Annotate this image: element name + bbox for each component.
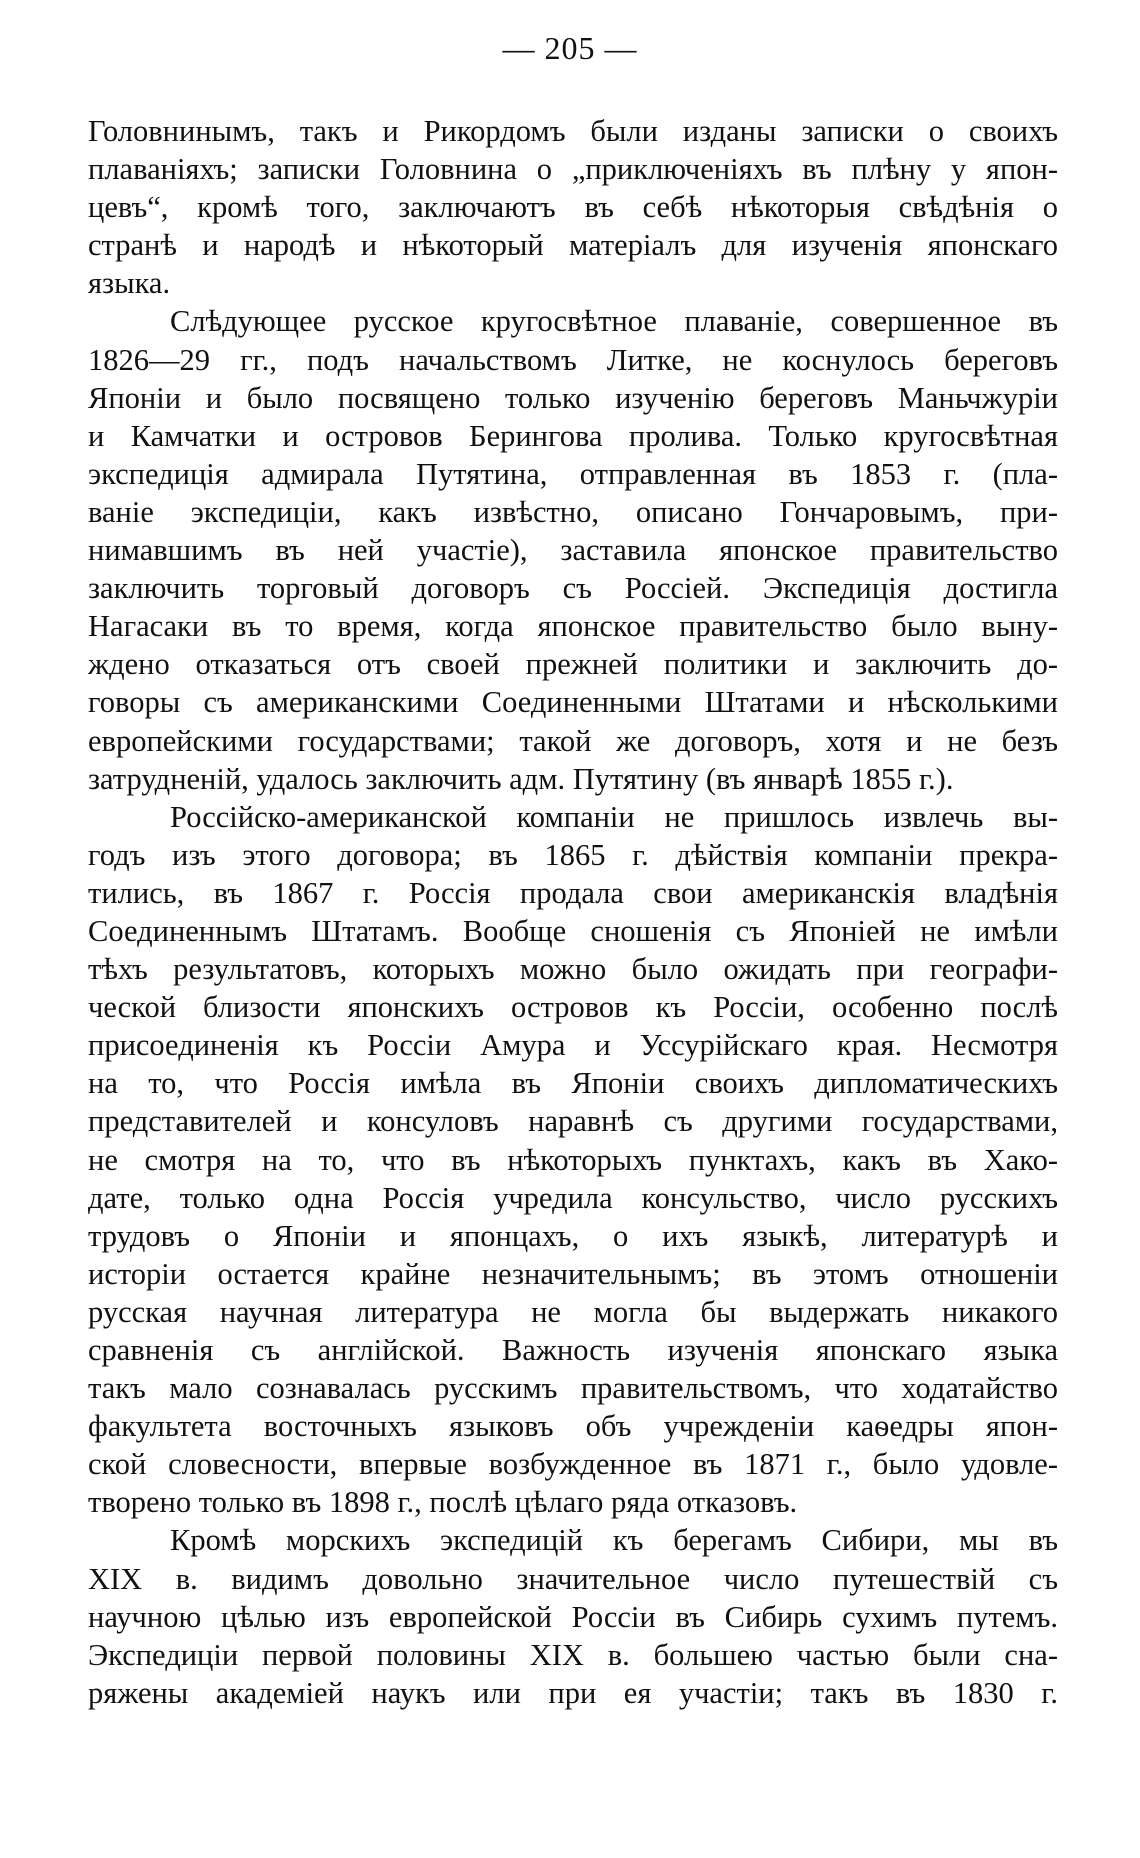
text-line: Слѣдующее русское кругосвѣтное плаваніе, совершенное въ (170, 304, 1058, 339)
text-line: сравненія съ англійской. Важность изученія японскаго языка (88, 1333, 1058, 1367)
text-line: ской словесности, впервые возбужденное въ 1871 г., было удовле- (88, 1447, 1058, 1482)
text-line: тились, въ 1867 г. Россія продала свои американскія владѣнія (88, 875, 1058, 910)
text-line: Соединеннымъ Штатамъ. Вообще сношенія съ Японіей не имѣли (88, 913, 1058, 948)
text-line: присоединенія къ Россіи Амура и Уссурійскаго края. Несмотря (88, 1028, 1058, 1063)
text-line: творено только въ 1898 г., послѣ цѣлаго ряда отказовъ. (88, 1485, 798, 1520)
text-line: исторіи остается крайне незначительнымъ; въ этомъ отношеніи (88, 1256, 1058, 1291)
text-line: Кромѣ морскихъ экспедицій къ берегамъ Сибири, мы въ (170, 1523, 1058, 1558)
text-line: языка. (88, 266, 171, 301)
text-line: Россійско-американской компаніи не пришлось извлечь вы- (170, 799, 1058, 834)
text-line: Головнинымъ, такъ и Рикордомъ были изданы записки о своихъ (88, 114, 1058, 148)
text-line: трудовъ о Японіи и японцахъ, о ихъ языкѣ, литературѣ и (88, 1218, 1058, 1253)
text-line: Экспедиціи первой половины XIX в. большею частью были сна- (88, 1637, 1058, 1672)
text-line: тѣхъ результатовъ, которыхъ можно было ожидать при географи- (88, 952, 1058, 987)
text-line: русская научная литература не могла бы выдержать никакого (88, 1294, 1058, 1329)
text-line: говоры съ американскими Соединенными Штатами и нѣсколькими (88, 685, 1058, 720)
text-line: и Камчатки и островов Берингова пролива. Только кругосвѣтная (88, 418, 1058, 453)
text-line: ческой близости японскихъ островов къ Россіи, особенно послѣ (88, 990, 1058, 1025)
text-line: затрудненій, удалось заключить адм. Путятину (въ январѣ 1855 г.). (88, 761, 954, 796)
page-text (88, 112, 1058, 1712)
text-line: ваніе экспедиціи, какъ извѣстно, описано Гончаровымъ, при- (88, 494, 1058, 529)
text-line: XIX в. видимъ довольно значительное число путешествій съ (88, 1561, 1058, 1596)
text-line: такъ мало сознавалась русскимъ правительствомъ, что ходатайство (88, 1371, 1058, 1406)
text-line: европейскими государствами; такой же договоръ, хотя и не безъ (88, 723, 1058, 758)
text-line: факультета восточныхъ языковъ объ учрежденіи каѳедры япон- (88, 1409, 1058, 1444)
text-line: дате, только одна Россія учредила консульство, число русскихъ (88, 1180, 1058, 1215)
text-line: Японіи и было посвящено только изученію береговъ Маньчжуріи (88, 380, 1058, 415)
text-line: не смотря на то, что въ нѣкоторыхъ пунктахъ, какъ въ Хако- (88, 1142, 1058, 1177)
text-line: годъ изъ этого договора; въ 1865 г. дѣйствія компаніи прекра- (88, 837, 1058, 872)
text-line: 1826—29 гг., подъ начальствомъ Литке, не коснулось береговъ (88, 342, 1058, 377)
text-line: странѣ и народѣ и нѣкоторый матеріалъ для изученія японскаго (88, 228, 1058, 263)
text-line: Нагасаки въ то время, когда японское правительство было выну- (88, 609, 1058, 644)
text-line: нимавшимъ въ ней участіе), заставила японское правительство (88, 533, 1058, 568)
text-line: экспедиція адмирала Путятина, отправленная въ 1853 г. (пла- (88, 456, 1058, 491)
text-line: на то, что Россія имѣла въ Японіи своихъ дипломатическихъ (88, 1066, 1058, 1101)
page-number: — 205 — (502, 30, 638, 66)
text-line: заключить торговый договоръ съ Россіей. Экспедиція достигла (88, 571, 1058, 606)
text-line: представителей и консуловъ наравнѣ съ другими государствами, (88, 1104, 1058, 1139)
text-line: научною цѣлью изъ европейской Россіи въ Сибирь сухимъ путемъ. (88, 1599, 1058, 1634)
text-line: ряжены академіей наукъ или при ея участіи; такъ въ 1830 г. (88, 1675, 1058, 1710)
text-line: цевъ“, кромѣ того, заключаютъ въ себѣ нѣкоторыя свѣдѣнія о (88, 190, 1058, 225)
text-line: ждено отказаться отъ своей прежней политики и заключить до- (88, 647, 1058, 682)
text-line: плаваніяхъ; записки Головнина о „приключеніяхъ въ плѣну у япон- (88, 152, 1058, 187)
